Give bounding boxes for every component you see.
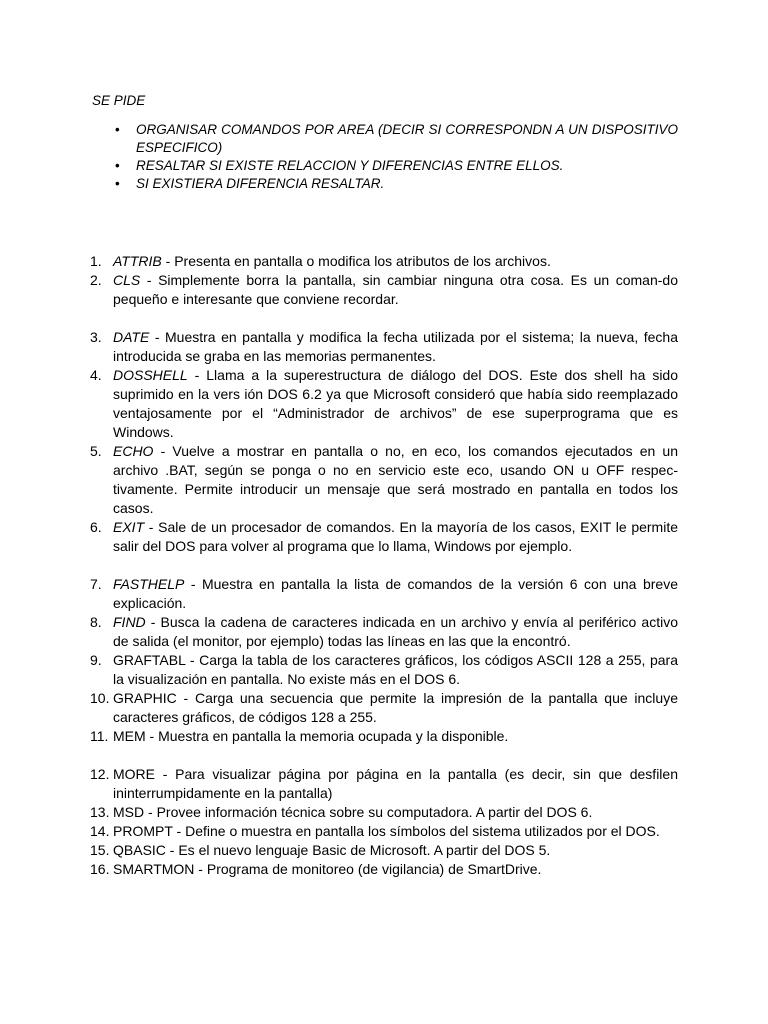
item-number: 1. — [90, 253, 102, 269]
requirement-item: • RESALTAR SI EXISTE RELACCION Y DIFERENCIAS ENTRE ELLOS. — [112, 157, 678, 175]
item-number: 12. — [90, 766, 110, 782]
item-number: 3. — [90, 329, 102, 345]
command-name: ATTRIB — [113, 253, 162, 269]
command-description: - Llama a la superestructura de diálogo del DOS. Este dos shell ha sido suprimido en la vers ión DOS 6.2 ya que Microsoft consideró que había sido reemplazado ventajosamente por el “Administrador de archivos” de ese superprograma que es Windows. — [113, 367, 678, 440]
command-item — [90, 822, 678, 841]
command-description: - Muestra en pantalla la memoria ocupada y la disponible. — [145, 728, 509, 744]
command-item — [90, 803, 678, 822]
command-description: - Define o muestra en pantalla los símbolos del sistema utilizados por el DOS. — [172, 823, 660, 839]
item-number: 5. — [90, 443, 102, 459]
command-description: - Busca la cadena de caracteres indicada en un archivo y envía al periférico activo de salida (el monitor, por ejemplo) todas las líneas en las que la encontró. — [113, 614, 678, 649]
command-name: DOSSHELL — [113, 367, 188, 383]
command-description: - Carga la tabla de los caracteres gráficos, los códigos ASCII 128 a 255, para la visualización en pantalla. No existe más en el DOS 6. — [113, 652, 678, 687]
command-description: - Es el nuevo lenguaje Basic de Microsoft. A partir del DOS 5. — [165, 842, 551, 858]
heading: SE PIDE — [92, 93, 146, 108]
command-name: GRAFTABL — [113, 652, 186, 668]
command-item — [90, 765, 678, 803]
command-name: GRAPHIC — [113, 690, 177, 706]
command-item — [90, 366, 678, 442]
item-number: 15. — [90, 842, 110, 858]
requirements-list — [112, 121, 678, 193]
command-description: - Muestra en pantalla y modifica la fecha utilizada por el sistema; la nueva, fecha introducida se graba en las memorias permanentes. — [113, 329, 678, 364]
command-name: MSD — [113, 804, 145, 820]
command-name: DATE — [113, 329, 150, 345]
item-number: 7. — [90, 576, 102, 592]
command-item — [90, 518, 678, 556]
item-number: 11. — [90, 728, 109, 744]
command-name: QBASIC — [113, 842, 166, 858]
command-description: - Carga una secuencia que permite la impresión de la pantalla que incluye caracteres gráficos, de códigos 128 a 255. — [113, 690, 678, 725]
requirement-item: • SI EXISTIERA DIFERENCIA RESALTAR. — [112, 175, 678, 193]
item-number: 9. — [90, 652, 102, 668]
command-description: - Para visualizar página por página en la pantalla (es decir, sin que desfilen ininterrumpidamente en la pantalla) — [113, 766, 678, 801]
item-number: 14. — [90, 823, 110, 839]
command-description: - Presenta en pantalla o modifica los atributos de los archivos. — [161, 253, 551, 269]
command-name: EXIT — [113, 519, 145, 535]
command-name: ECHO — [113, 443, 154, 459]
item-number: 10. — [90, 690, 110, 706]
command-name: FIND — [113, 614, 146, 630]
command-item — [90, 575, 678, 613]
command-description: - Sale de un procesador de comandos. En la mayoría de los casos, EXIT le permite salir del DOS para volver al programa que lo llama, Windows por ejemplo. — [113, 519, 678, 554]
command-description: - Vuelve a mostrar en pantalla o no, en eco, los comandos ejecutados en un archivo .BAT, según se ponga o no en servicio este eco, usando ON u OFF respec-tivamente. Permite introducir un mensaje que será mostrado en pantalla en todos los casos. — [113, 443, 678, 516]
command-item — [90, 442, 678, 518]
item-number: 2. — [90, 272, 102, 288]
command-item — [90, 252, 678, 271]
command-item — [90, 727, 678, 746]
requirement-item: • ORGANISAR COMANDOS POR AREA (DECIR SI CORRESPONDN A UN DISPOSITIVO ESPECIFICO) — [112, 121, 678, 157]
command-description: - Provee información técnica sobre su computadora. A partir del DOS 6. — [144, 804, 593, 820]
command-item — [90, 689, 678, 727]
item-number: 4. — [90, 367, 102, 383]
command-description: - Muestra en pantalla la lista de comandos de la versión 6 con una breve explicación. — [113, 576, 678, 611]
item-number: 6. — [90, 519, 102, 535]
command-item — [90, 328, 678, 366]
command-description: - Simplemente borra la pantalla, sin cambiar ninguna otra cosa. Es un coman-do pequeño e interesante que conviene recordar. — [113, 272, 678, 307]
command-name: MEM — [113, 728, 146, 744]
command-description: - Programa de monitoreo (de vigilancia) de SmartDrive. — [194, 861, 542, 877]
command-item — [90, 271, 678, 309]
command-item — [90, 860, 678, 879]
item-number: 16. — [90, 861, 110, 877]
commands-list — [90, 252, 678, 879]
command-name: SMARTMON — [113, 861, 195, 877]
command-name: FASTHELP — [113, 576, 185, 592]
command-item — [90, 613, 678, 651]
item-number: 8. — [90, 614, 102, 630]
command-item — [90, 841, 678, 860]
command-name: PROMPT — [113, 823, 173, 839]
command-name: MORE — [113, 766, 155, 782]
command-name: CLS — [113, 272, 141, 288]
command-item — [90, 651, 678, 689]
item-number: 13. — [90, 804, 110, 820]
